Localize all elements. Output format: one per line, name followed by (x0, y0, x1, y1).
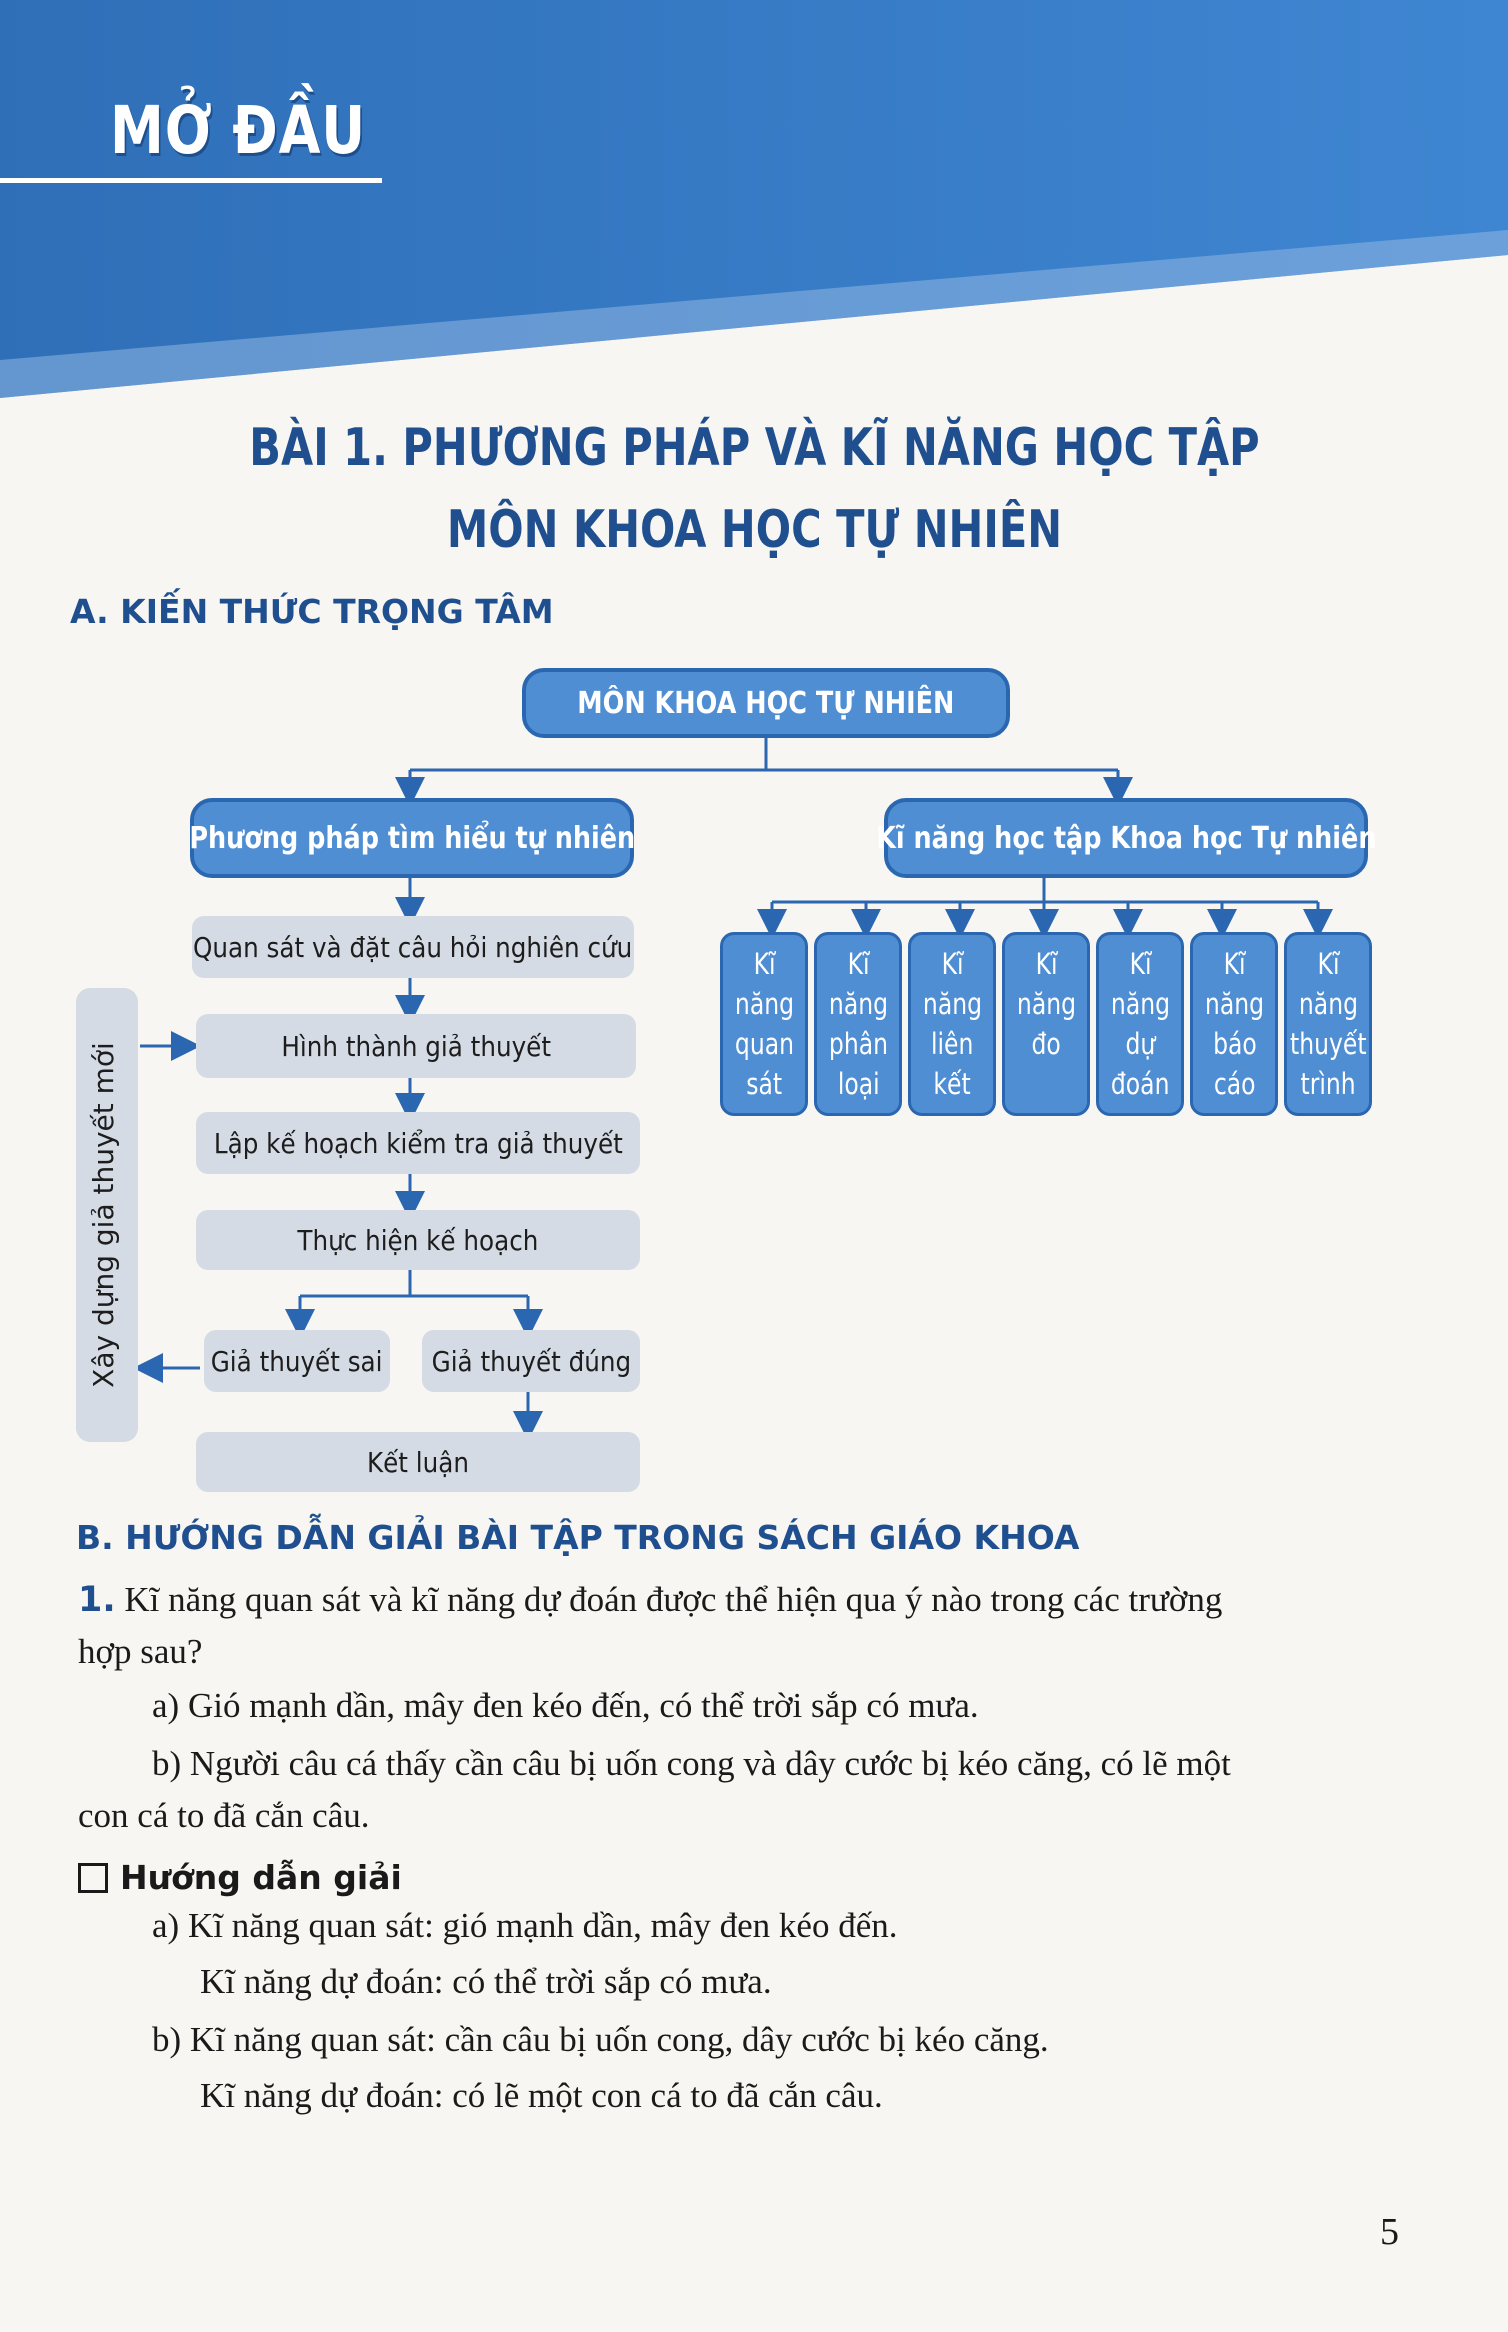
question-1-option-b-line1: b) Người câu cá thấy cần câu bị uốn cong và dây cước bị kéo căng, có lẽ một (152, 1744, 1231, 1783)
answer-b-line2: Kĩ năng dự đoán: có lẽ một con cá to đã cắn câu. (200, 2076, 883, 2115)
skill-linking: Kĩ năng liên kết (908, 932, 996, 1116)
answer-b-line1: b) Kĩ năng quan sát: cần câu bị uốn cong, dây cước bị kéo căng. (152, 2020, 1049, 2059)
feedback-label: Xây dựng giả thuyết mới (87, 1042, 120, 1388)
step-hypothesis-wrong: Giả thuyết sai (204, 1330, 390, 1392)
answer-a-line2: Kĩ năng dự đoán: có thể trời sắp có mưa. (200, 1962, 772, 2001)
lesson-title-line2: MÔN KHOA HỌC TỰ NHIÊN (446, 500, 1062, 560)
skill-reporting: Kĩ năng báo cáo (1190, 932, 1278, 1116)
lesson-title-line1: BÀI 1. PHƯƠNG PHÁP VÀ KĨ NĂNG HỌC TẬP (248, 418, 1260, 478)
step-execute: Thực hiện kế hoạch (196, 1210, 640, 1270)
step-hypothesis-right: Giả thuyết đúng (422, 1330, 640, 1392)
banner-title: MỞ ĐẦU (110, 92, 367, 169)
step-hypothesis: Hình thành giả thuyết (196, 1014, 636, 1078)
section-b-heading: B. HƯỚNG DẪN GIẢI BÀI TẬP TRONG SÁCH GIÁO KHOA (76, 1518, 1080, 1557)
skill-classification: Kĩ năng phân loại (814, 932, 902, 1116)
skill-observation: Kĩ năng quan sát (720, 932, 808, 1116)
diagram-root: MÔN KHOA HỌC TỰ NHIÊN (522, 668, 1010, 738)
checkbox-icon (78, 1863, 108, 1893)
answer-a-line1: a) Kĩ năng quan sát: gió mạnh dần, mây đen kéo đến. (152, 1906, 898, 1945)
page-number: 5 (1380, 2211, 1399, 2253)
diagram-right-branch: Kĩ năng học tập Khoa học Tự nhiên (884, 798, 1368, 878)
skill-measurement: Kĩ năng đo (1002, 932, 1090, 1116)
question-1-number: 1. (78, 1580, 116, 1620)
skill-prediction: Kĩ năng dự đoán (1096, 932, 1184, 1116)
step-plan: Lập kế hoạch kiểm tra giả thuyết (196, 1112, 640, 1174)
section-a-heading: A. KIẾN THỨC TRỌNG TÂM (70, 592, 554, 631)
skill-presentation: Kĩ năng thuyết trình (1284, 932, 1372, 1116)
question-1-option-a: a) Gió mạnh dần, mây đen kéo đến, có thể trời sắp có mưa. (152, 1686, 979, 1725)
question-1-option-b-line2: con cá to đã cắn câu. (78, 1796, 370, 1835)
question-1-line2: hợp sau? (78, 1632, 203, 1671)
diagram-left-branch: Phương pháp tìm hiểu tự nhiên (190, 798, 634, 878)
step-observe: Quan sát và đặt câu hỏi nghiên cứu (192, 916, 634, 978)
step-conclusion: Kết luận (196, 1432, 640, 1492)
question-1-line1: 1. Kĩ năng quan sát và kĩ năng dự đoán được thể hiện qua ý nào trong các trường (78, 1580, 1223, 1620)
guide-heading: Hướng dẫn giải (78, 1858, 402, 1897)
